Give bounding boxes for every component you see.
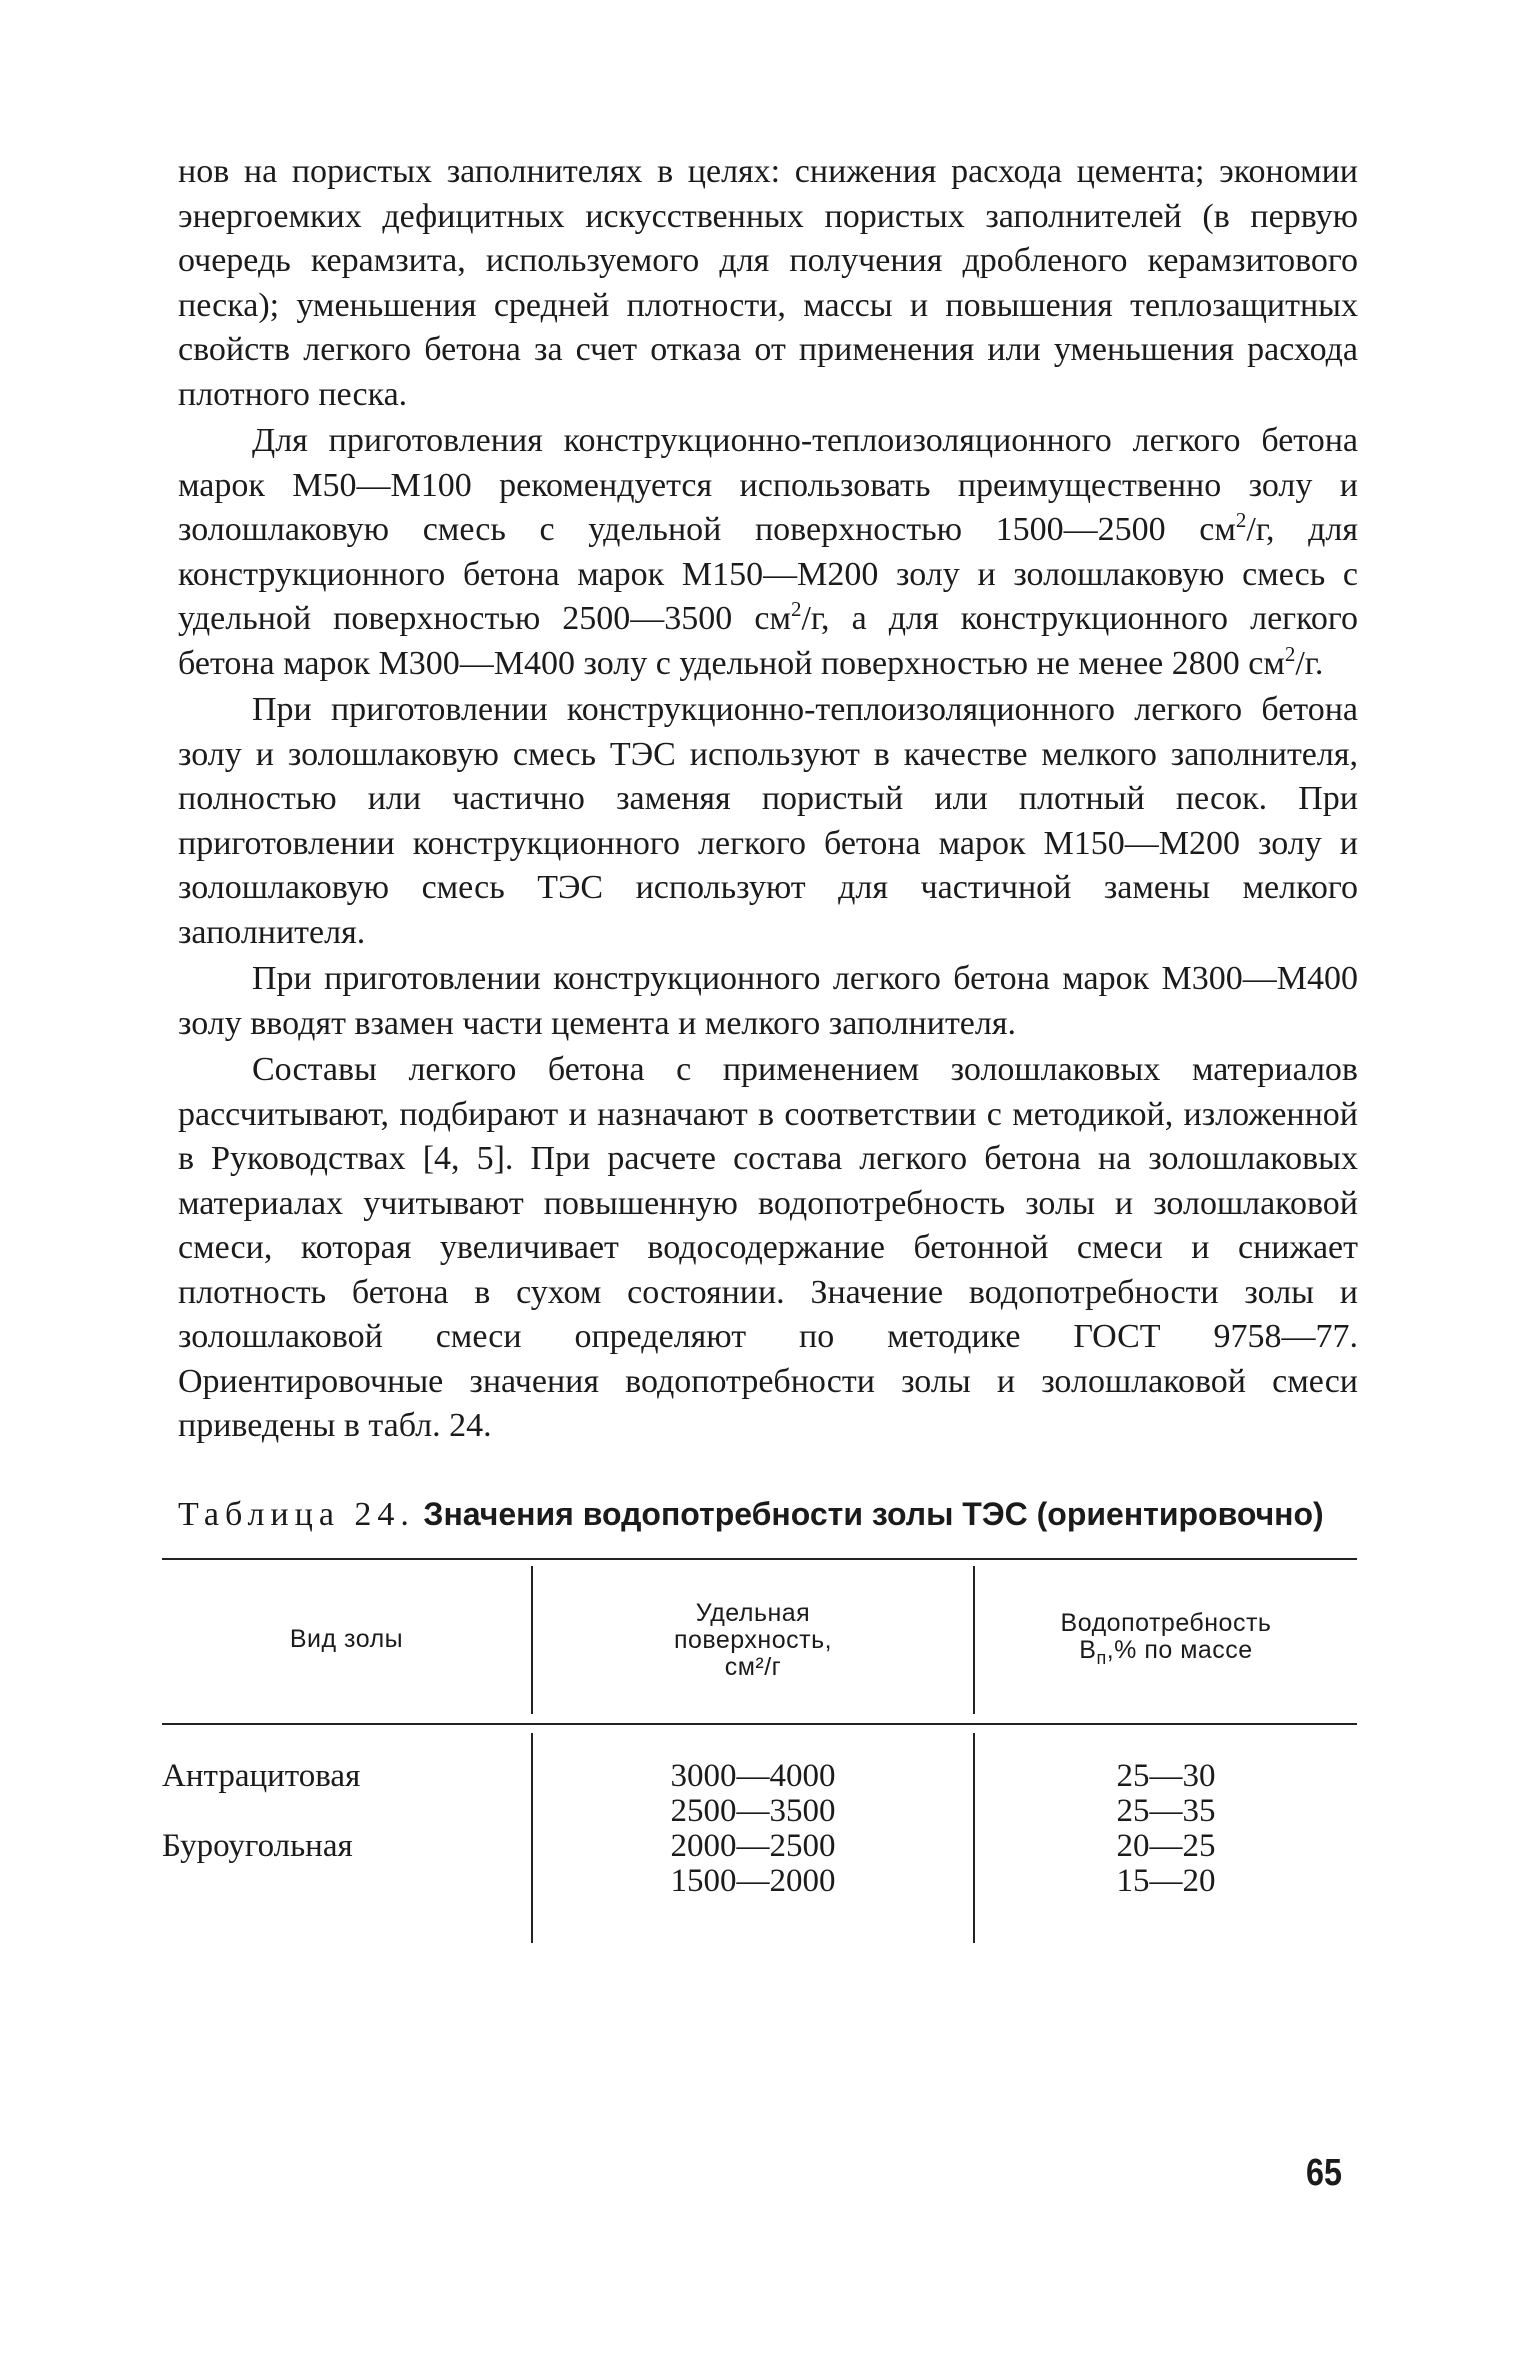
table-caption xyxy=(178,1493,1358,1536)
row-1-surface: 3000—4000 xyxy=(670,1757,836,1794)
header-water-demand xyxy=(975,1610,1357,1672)
page-number: 65 xyxy=(1306,2152,1342,2194)
header-water-line-2: $В_п,\%$ по массе xyxy=(1079,1635,1253,1668)
paragraph-3: При приготовлении конструкционно-теплоизоляционного легкого бетона золу и золошлаковую смесь ТЭС используют в качестве мелкого заполнителя, полностью или частично заменяя пористый или плотный песок. При приготовлении конструкционного легкого бетона марок М150—М200 золу и золошлаковую смесь ТЭС используют для частичной замены мелкого заполнителя. xyxy=(178,691,1358,951)
table-caption-title: Значения водопотребности золы ТЭС (ориентировочно) xyxy=(423,1495,1324,1532)
paragraph-2-part-d: /г. xyxy=(1295,644,1324,682)
row-1-ash-type: Антрацитовая xyxy=(162,1757,361,1794)
page-body xyxy=(162,150,1358,1948)
header-surface-line-1: Удельная xyxy=(695,1598,811,1627)
superscript: 2 xyxy=(790,597,802,621)
header-surface-line-3: см²/г xyxy=(724,1652,782,1681)
header-ash-type: Вид золы xyxy=(289,1624,404,1653)
row-2-water: 25—35 xyxy=(1116,1792,1216,1829)
row-3-water: 20—25 xyxy=(1116,1827,1216,1864)
header-surface-line-2: поверхность, xyxy=(673,1625,833,1654)
paragraph-1: нов на пористых заполнителях в целях: снижения расхода цемента; экономии энергоемких дефицитных искусственных пористых заполнителей (в первую очередь керамзита, используемого для получения дробленого керамзитового песка); уменьшения средней плотности, массы и повышения теплозащитных свойств легкого бетона за счет отказа от применения или уменьшения расхода плотного песка. xyxy=(178,153,1358,413)
row-3-surface: 2000—2500 xyxy=(670,1827,836,1864)
superscript: 2 xyxy=(1284,641,1296,666)
table-top-rule xyxy=(162,1558,1357,1560)
paragraph-2-part-a: Для приготовления конструкционно-теплоизоляционного легкого бетона марок М50—М100 рекомендуется использовать преимущественно золу и золошлаковую смесь с удельной поверхностью 1500—2500 см xyxy=(178,422,1358,548)
header-water-line-1: Водопотребность xyxy=(1060,1608,1272,1637)
row-4-water: 15—20 xyxy=(1116,1862,1216,1899)
row-4-surface: 1500—2000 xyxy=(670,1862,836,1899)
paragraph-4: При приготовлении конструкционного легкого бетона марок М300—М400 золу вводят взамен части цемента и мелкого заполнителя. xyxy=(178,960,1358,1042)
water-demand-table xyxy=(162,1558,1357,1948)
table-header-rule xyxy=(162,1723,1357,1725)
paragraph-2-part-c: /г, а для конструкционного легкого бетона марок М300—М400 золу с удельной поверхностью не менее 2800 см xyxy=(178,600,1358,682)
header-specific-surface xyxy=(533,1600,973,1681)
table-caption-label: Таблица 24. xyxy=(178,1495,415,1533)
row-3-ash-type: Буроугольная xyxy=(162,1827,353,1864)
superscript: 2 xyxy=(1235,508,1247,532)
paragraph-5: Составы легкого бетона с применением золошлаковых материалов рассчитывают, подбирают и назначают в соответствии с методикой, изложенной в Руководствах [4, 5]. При расчете состава легкого бетона на золошлаковых материалах учитывают повышенную водопотребность золы и золошлаковой смеси, которая увеличивает водосодержание бетонной смеси и снижает плотность бетона в сухом состоянии. Значение водопотребности золы и золошлаковой смеси определяют по методике ГОСТ 9758—77. Ориентировочные значения водопотребности золы и золошлаковой смеси приведены в табл. 24. xyxy=(178,1051,1358,1444)
row-2-surface: 2500—3500 xyxy=(670,1792,836,1829)
paragraph-2 xyxy=(178,419,1358,686)
paragraph-2-part-b: /г, для конструкционного бетона марок М150—М200 золу и золошлаковую смесь с удельной поверхностью 2500—3500 см xyxy=(178,511,1358,637)
row-1-water: 25—30 xyxy=(1116,1757,1216,1794)
